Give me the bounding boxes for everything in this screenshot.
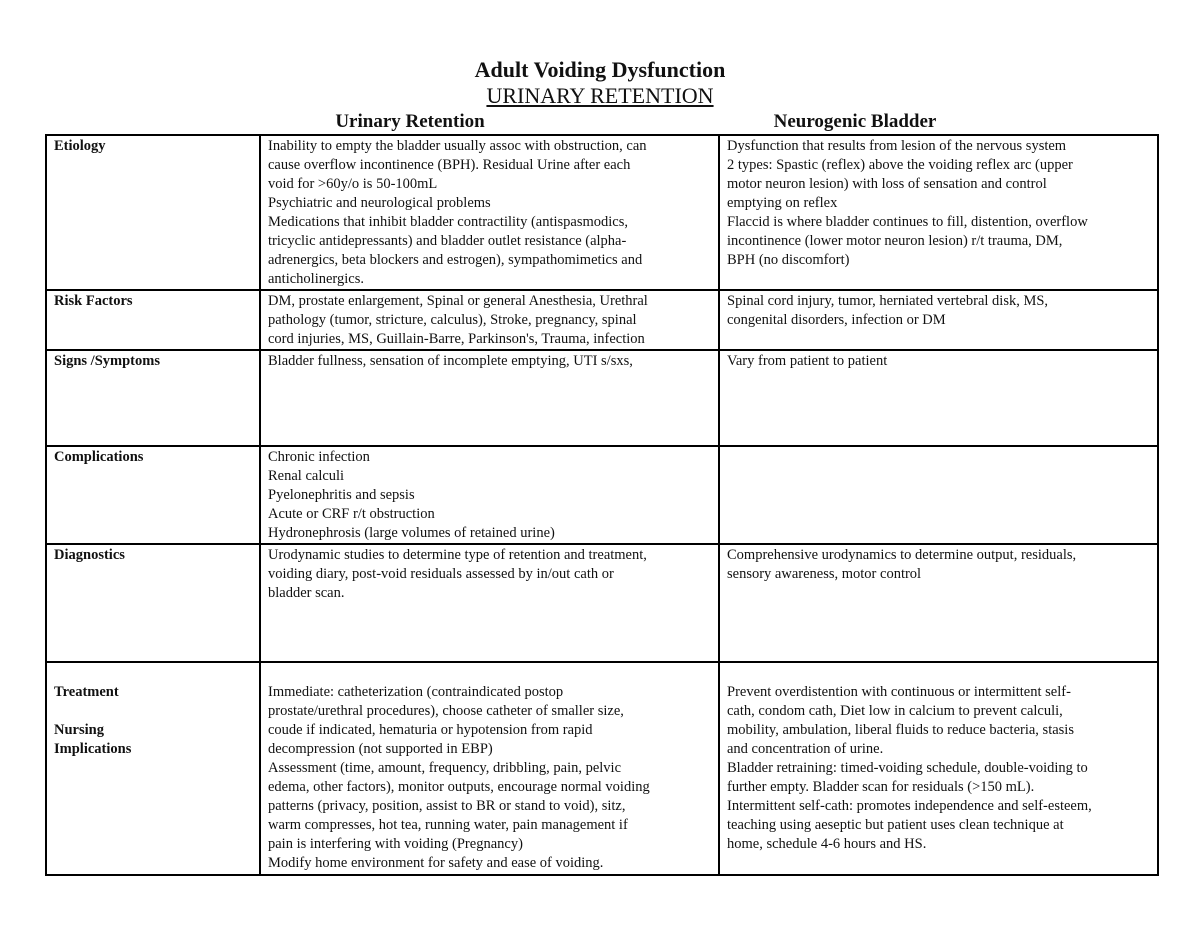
neurogenic-bladder-text-line: home, schedule 4-6 hours and HS. (727, 836, 927, 852)
urinary-retention-cell (260, 290, 719, 350)
neurogenic-bladder-cell (719, 290, 1158, 350)
urinary-retention-cell (260, 544, 719, 662)
row-label-cell (46, 662, 260, 875)
urinary-retention-text-line: Medications that inhibit bladder contractility (antispasmodics, (268, 214, 629, 230)
urinary-retention-text-line: Psychiatric and neurological problems (268, 195, 491, 211)
neurogenic-bladder-cell (719, 446, 1158, 544)
row-label: Risk Factors (54, 293, 133, 309)
urinary-retention-cell (260, 135, 719, 290)
row-label-cell (46, 135, 260, 290)
urinary-retention-cell (260, 662, 719, 875)
urinary-retention-text-line: edema, other factors), monitor outputs, encourage normal voiding (268, 779, 650, 795)
table-row-risk-factors (46, 290, 1158, 350)
neurogenic-bladder-text-line: sensory awareness, motor control (727, 566, 922, 582)
urinary-retention-text-line: anticholinergics. (268, 271, 364, 287)
row-label-cell (46, 446, 260, 544)
neurogenic-bladder-text-line: Prevent overdistention with continuous or intermittent self- (727, 684, 1071, 700)
row-label: Nursing (54, 722, 104, 738)
urinary-retention-text-line: prostate/urethral procedures), choose catheter of smaller size, (268, 703, 624, 719)
neurogenic-bladder-text-line: Vary from patient to patient (727, 353, 888, 369)
urinary-retention-text-line: Acute or CRF r/t obstruction (268, 506, 435, 522)
urinary-retention-text-line: pathology (tumor, stricture, calculus), Stroke, pregnancy, spinal (268, 312, 637, 328)
urinary-retention-text-line: pain is interfering with voiding (Pregnancy) (268, 836, 523, 852)
urinary-retention-text-line: warm compresses, hot tea, running water, pain management if (268, 817, 628, 833)
row-label: Complications (54, 449, 144, 465)
neurogenic-bladder-text-line: emptying on reflex (727, 195, 838, 211)
urinary-retention-text-line: Hydronephrosis (large volumes of retained urine) (268, 525, 555, 541)
urinary-retention-text-line: patterns (privacy, position, assist to BR or stand to void), sitz, (268, 798, 626, 814)
row-label: Treatment (54, 684, 119, 700)
neurogenic-bladder-text-line: mobility, ambulation, liberal fluids to reduce bacteria, stasis (727, 722, 1074, 738)
table-row-etiology (46, 135, 1158, 290)
table-row-complications (46, 446, 1158, 544)
urinary-retention-text-line: Bladder fullness, sensation of incomplete emptying, UTI s/sxs, (268, 353, 633, 369)
urinary-retention-text-line: Pyelonephritis and sepsis (268, 487, 415, 503)
row-label: Implications (54, 741, 132, 757)
neurogenic-bladder-cell (719, 544, 1158, 662)
neurogenic-bladder-text-line: incontinence (lower motor neuron lesion) r/t trauma, DM, (727, 233, 1063, 249)
neurogenic-bladder-text-line: teaching using aeseptic but patient uses clean technique at (727, 817, 1064, 833)
neurogenic-bladder-cell (719, 135, 1158, 290)
urinary-retention-text-line: Inability to empty the bladder usually assoc with obstruction, can (268, 138, 647, 154)
urinary-retention-cell (260, 446, 719, 544)
urinary-retention-text-line: void for >60y/o is 50-100mL (268, 176, 438, 192)
urinary-retention-text-line: coude if indicated, hematuria or hypotension from rapid (268, 722, 593, 738)
row-label-cell (46, 350, 260, 446)
neurogenic-bladder-text-line: 2 types: Spastic (reflex) above the voiding reflex arc (upper (727, 157, 1073, 173)
neurogenic-bladder-text-line: congenital disorders, infection or DM (727, 312, 946, 328)
neurogenic-bladder-text-line: Flaccid is where bladder continues to fill, distention, overflow (727, 214, 1088, 230)
spacer (54, 702, 252, 721)
row-label: Etiology (54, 138, 106, 154)
column-header-urinary-retention: Urinary Retention (335, 111, 485, 132)
row-label-cell (46, 544, 260, 662)
urinary-retention-text-line: adrenergics, beta blockers and estrogen), sympathomimetics and (268, 252, 643, 268)
column-header-neurogenic-bladder: Neurogenic Bladder (773, 111, 937, 132)
neurogenic-bladder-text-line: BPH (no discomfort) (727, 252, 850, 268)
neurogenic-bladder-text-line: Intermittent self-cath: promotes independence and self-esteem, (727, 798, 1092, 814)
document-title: Adult Voiding Dysfunction (474, 57, 726, 82)
urinary-retention-text-line: voiding diary, post-void residuals assessed by in/out cath or (268, 566, 614, 582)
urinary-retention-text-line: Urodynamic studies to determine type of retention and treatment, (268, 547, 647, 563)
neurogenic-bladder-text-line: further empty. Bladder scan for residuals (>150 mL). (727, 779, 1035, 795)
document-subtitle: URINARY RETENTION (486, 83, 714, 108)
urinary-retention-text-line: Renal calculi (268, 468, 345, 484)
neurogenic-bladder-text-line: Spinal cord injury, tumor, herniated vertebral disk, MS, (727, 293, 1049, 309)
neurogenic-bladder-text-line: Comprehensive urodynamics to determine output, residuals, (727, 547, 1077, 563)
urinary-retention-cell (260, 350, 719, 446)
urinary-retention-text-line: Modify home environment for safety and ease of voiding. (268, 855, 604, 871)
neurogenic-bladder-text-line: Bladder retraining: timed-voiding schedule, double-voiding to (727, 760, 1088, 776)
row-label-cell (46, 290, 260, 350)
neurogenic-bladder-text-line: Dysfunction that results from lesion of the nervous system (727, 138, 1067, 154)
urinary-retention-text-line: DM, prostate enlargement, Spinal or general Anesthesia, Urethral (268, 293, 648, 309)
table-row-treatment-nursing-implications (46, 662, 1158, 875)
row-label: Diagnostics (54, 547, 125, 563)
neurogenic-bladder-text-line: cath, condom cath, Diet low in calcium to prevent calculi, (727, 703, 1063, 719)
table-row-diagnostics (46, 544, 1158, 662)
urinary-retention-text-line: Immediate: catheterization (contraindicated postop (268, 684, 564, 700)
row-label: Signs /Symptoms (54, 353, 160, 369)
urinary-retention-text-line: cause overflow incontinence (BPH). Residual Urine after each (268, 157, 631, 173)
neurogenic-bladder-cell (719, 350, 1158, 446)
neurogenic-bladder-cell (719, 662, 1158, 875)
urinary-retention-text-line: Chronic infection (268, 449, 370, 465)
comparison-table (45, 134, 1159, 876)
urinary-retention-text-line: decompression (not supported in EBP) (268, 741, 493, 757)
urinary-retention-text-line: Assessment (time, amount, frequency, dribbling, pain, pelvic (268, 760, 622, 776)
urinary-retention-text-line: bladder scan. (268, 585, 345, 601)
table-row-signs-symptoms (46, 350, 1158, 446)
urinary-retention-text-line: tricyclic antidepressants) and bladder outlet resistance (alpha- (268, 233, 627, 249)
neurogenic-bladder-text-line: motor neuron lesion) with loss of sensation and control (727, 176, 1047, 192)
neurogenic-bladder-text-line: and concentration of urine. (727, 741, 884, 757)
urinary-retention-text-line: cord injuries, MS, Guillain-Barre, Parkinson's, Trauma, infection (268, 331, 645, 347)
